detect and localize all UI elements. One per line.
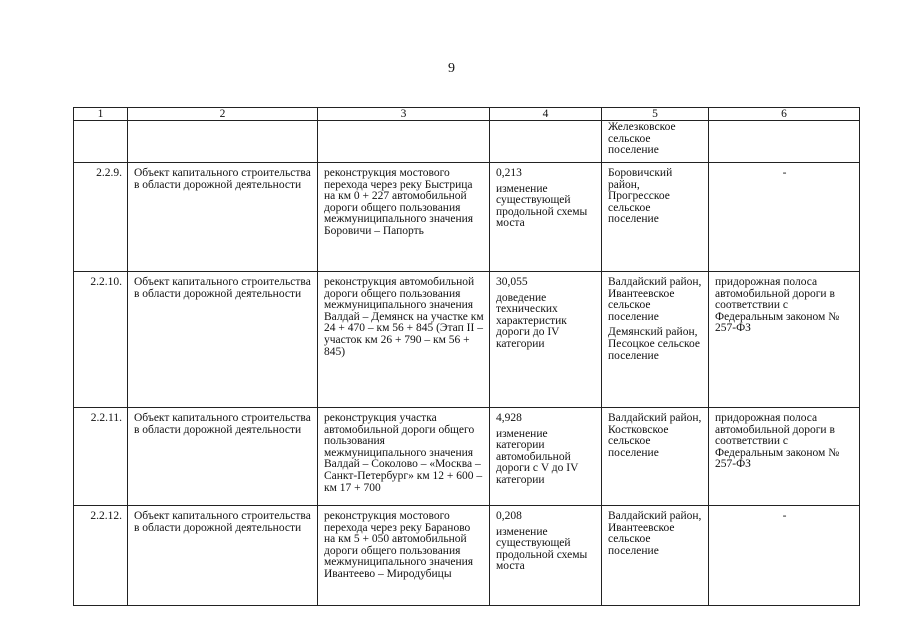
table-row	[74, 408, 860, 506]
zone-cell: придорожная полоса автомобильной дороги в соответствии с Федеральным законом № 257-ФЗ	[709, 408, 860, 506]
location-text: Боровичский район, Прогресское сельское поселение	[608, 167, 673, 226]
value-text: 0,208	[496, 510, 522, 522]
value-note: изменение существующей продольной схемы моста	[496, 182, 588, 230]
row-number: 2.2.9.	[74, 163, 128, 272]
characteristics-cell	[490, 506, 602, 606]
location-text: Валдайский район, Ивантеевское сельское поселение	[608, 510, 702, 557]
table-cell	[74, 121, 128, 163]
value-note: изменение категории автомобильной дороги с V до IV категории	[496, 427, 579, 486]
table-cell	[318, 121, 490, 163]
zone-cell: -	[709, 163, 860, 272]
zone-cell: -	[709, 506, 860, 606]
object-type-cell: Объект капитального строительства в области дорожной деятельности	[128, 408, 318, 506]
column-header-2: 2	[128, 108, 318, 121]
characteristics-cell	[490, 408, 602, 506]
description-cell: реконструкция автомобильной дороги общего пользования межмуниципального значения Валдай – Демянск на участке км 24 + 470 – км 56 + 845 (Этап II – участок км 26 + 790 – км 56 + 845)	[318, 272, 490, 408]
location-cell	[602, 272, 709, 408]
description-cell: реконструкция участка автомобильной дороги общего пользования межмуниципального значения Валдай – Соколово – «Москва – Санкт-Петербург» км 12 + 600 – км 17 + 700	[318, 408, 490, 506]
location-cell: Железковское сельское поселение	[602, 121, 709, 163]
value-text: 0,213	[496, 167, 522, 179]
characteristics-cell	[490, 272, 602, 408]
value-text: 4,928	[496, 412, 522, 424]
table-cell	[128, 121, 318, 163]
column-header-5: 5	[602, 108, 709, 121]
location-cell	[602, 408, 709, 506]
value-note: изменение существующей продольной схемы моста	[496, 525, 588, 573]
row-number: 2.2.12.	[74, 506, 128, 606]
table-cell	[709, 121, 860, 163]
location-text: Валдайский район, Ивантеевское сельское поселение	[608, 276, 702, 323]
description-cell: реконструкция мостового перехода через реку Бараново на км 5 + 050 автомобильной дороги общего пользования межмуниципального значения Ивантеево – Миродубицы	[318, 506, 490, 606]
description-cell: реконструкция мостового перехода через реку Быстрица на км 0 + 227 автомобильной дороги общего пользования межмуниципального значения Боровичи – Папорть	[318, 163, 490, 272]
row-number: 2.2.10.	[74, 272, 128, 408]
column-header-6: 6	[709, 108, 860, 121]
planning-table	[73, 107, 860, 606]
location-cell	[602, 163, 709, 272]
table-row	[74, 506, 860, 606]
table-row	[74, 163, 860, 272]
location-text: Демянский район, Песоцкое сельское поселение	[608, 326, 701, 362]
object-type-cell: Объект капитального строительства в области дорожной деятельности	[128, 272, 318, 408]
column-header-3: 3	[318, 108, 490, 121]
value-note: доведение технических характеристик дороги до IV категории	[496, 291, 567, 350]
object-type-cell: Объект капитального строительства в области дорожной деятельности	[128, 163, 318, 272]
row-number: 2.2.11.	[74, 408, 128, 506]
value-text: 30,055	[496, 276, 528, 288]
column-header-1: 1	[74, 108, 128, 121]
table-row-continuation	[74, 121, 860, 163]
page-number: 9	[448, 61, 455, 76]
characteristics-cell	[490, 163, 602, 272]
zone-cell: придорожная полоса автомобильной дороги в соответствии с Федеральным законом № 257-ФЗ	[709, 272, 860, 408]
table-row	[74, 272, 860, 408]
table-header-row	[74, 108, 860, 121]
location-text: Валдайский район, Костковское сельское поселение	[608, 412, 702, 459]
table-cell	[490, 121, 602, 163]
column-header-4: 4	[490, 108, 602, 121]
location-cell	[602, 506, 709, 606]
object-type-cell: Объект капитального строительства в области дорожной деятельности	[128, 506, 318, 606]
